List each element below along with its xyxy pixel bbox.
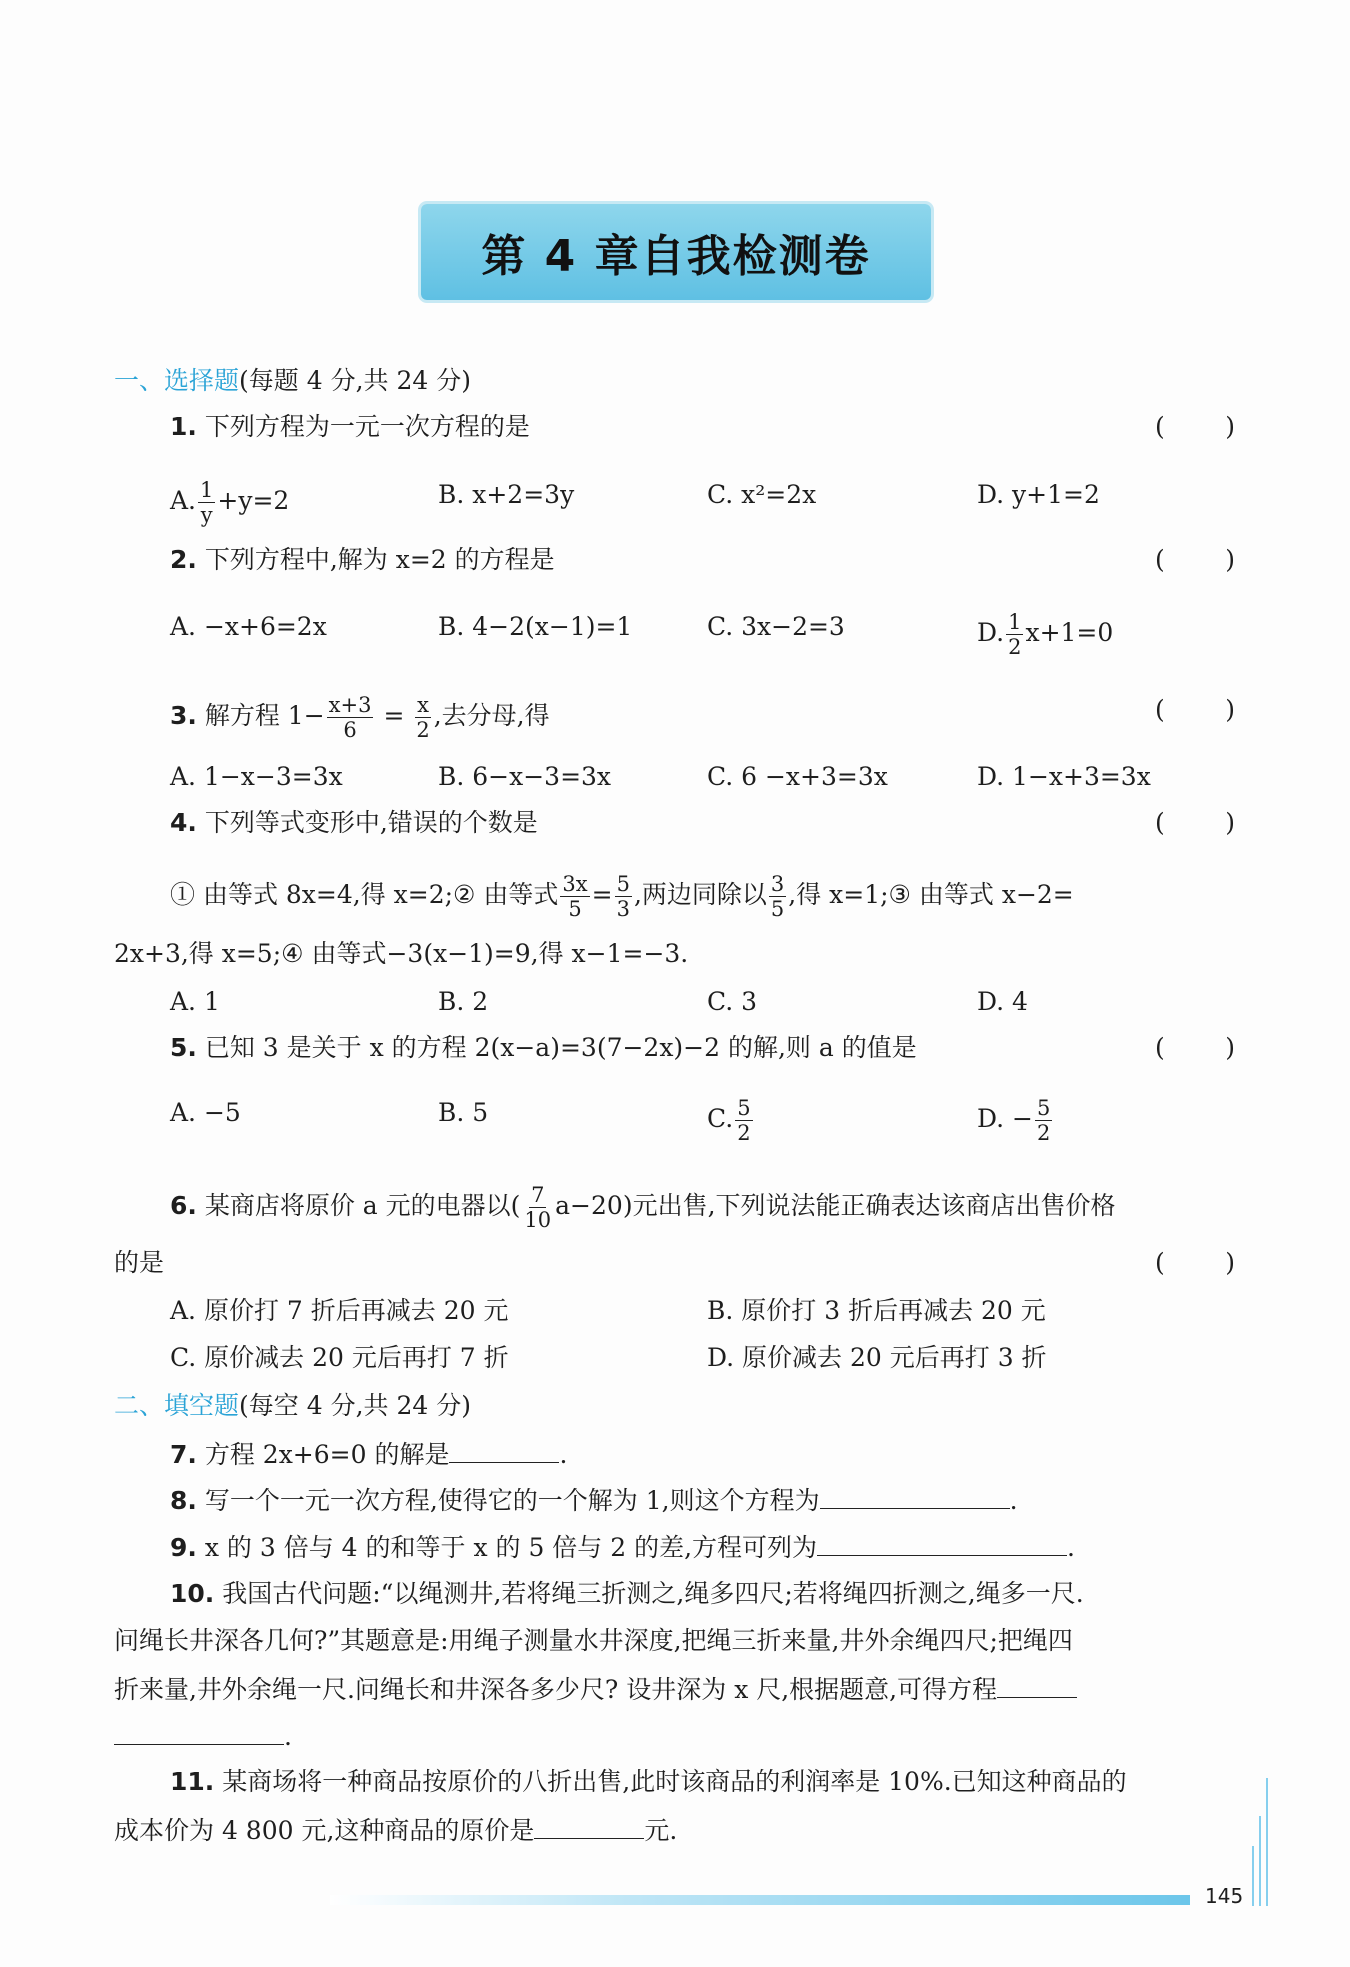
question-1 <box>170 410 530 444</box>
q5-frac-c: $\frac{5}{2}$ <box>737 1096 751 1145</box>
q6-frac: $\frac{7}{10}$ <box>524 1183 552 1232</box>
q2-option-d: D. $\frac{1}{2}$ x+1=0 <box>977 610 1114 659</box>
q4-frac-3: $\frac{3}{5}$ <box>770 872 785 921</box>
q10-answer-blank-2[interactable] <box>114 1718 284 1745</box>
question-9: 9. x 的 3 倍与 4 的和等于 x 的 5 倍与 2 的差,方程可列为 . <box>170 1529 1075 1565</box>
q4-option-b: B. 2 <box>438 987 489 1016</box>
section-1-heading <box>114 364 471 398</box>
q1-option-c: C. x²=2x <box>707 480 817 509</box>
q1-text: 下列方程为一元一次方程的是 <box>204 412 530 441</box>
q3-frac-1: $\frac{x+3}{6}$ <box>328 693 372 742</box>
q6-option-b: B. 原价打 3 折后再减去 20 元 <box>707 1296 1046 1325</box>
q5-frac-d: $\frac{5}{2}$ <box>1037 1096 1051 1145</box>
q3-option-c: C. 6 −x+3=3x <box>707 762 888 791</box>
q5-option-c: C. $\frac{5}{2}$ <box>707 1096 751 1145</box>
q3-option-a: A. 1−x−3=3x <box>170 762 343 791</box>
q10-line-4: . <box>114 1718 292 1754</box>
question-10: 10. 我国古代问题:“以绳测井,若将绳三折测之,绳多四尺;若将绳四折测之,绳多一尺. <box>170 1579 1084 1608</box>
q3-frac-2: $\frac{x}{2}$ <box>416 693 430 742</box>
question-4: 4. 下列等式变形中,错误的个数是 <box>170 808 538 837</box>
q2-answer-paren: ( ) <box>1155 545 1235 574</box>
q10-line-2: 问绳长井深各几何?”其题意是:用绳子测量水井深度,把绳三折来量,井外余绳四尺;把绳四 <box>114 1626 1073 1655</box>
q6-answer-paren: ( ) <box>1155 1248 1235 1277</box>
question-8: 8. 写一个一元一次方程,使得它的一个解为 1,则这个方程为 . <box>170 1482 1018 1518</box>
footer-decoration-lines <box>1250 1778 1280 1906</box>
q5-answer-paren: ( ) <box>1155 1033 1235 1062</box>
q4-answer-paren: ( ) <box>1155 808 1235 837</box>
q6-option-a: A. 原价打 7 折后再减去 20 元 <box>170 1296 509 1325</box>
title-banner <box>421 204 931 300</box>
section-2-label: 二、填空题 <box>114 1391 240 1420</box>
q10-answer-blank-1[interactable] <box>997 1671 1077 1698</box>
question-11: 11. 某商场将一种商品按原价的八折出售,此时该商品的利润率是 10%.已知这种商品的 <box>170 1767 1127 1796</box>
q6-text-line-2: 的是 <box>114 1248 165 1277</box>
q1-option-b: B. x+2=3y <box>438 480 575 509</box>
q5-option-a: A. −5 <box>170 1098 241 1127</box>
q2-option-a: A. −x+6=2x <box>170 612 327 641</box>
q5-option-b: B. 5 <box>438 1098 489 1127</box>
q1-option-a: A. $\frac{1}{y}$ +y=2 <box>170 478 290 527</box>
q4-option-a: A. 1 <box>170 987 220 1016</box>
question-6: 6. 某商店将原价 a 元的电器以( $\frac{7}{10}$ a−20)元出售,下列说法能正确表达该商店出售价格 <box>170 1183 1116 1232</box>
section-2-note: (每空 4 分,共 24 分) <box>239 1391 471 1420</box>
q8-answer-blank[interactable] <box>820 1482 1010 1509</box>
footer-gradient-bar <box>330 1895 1190 1905</box>
section-1-label: 一、选择题 <box>114 366 240 395</box>
q5-option-d: D. − $\frac{5}{2}$ <box>977 1096 1051 1145</box>
section-1-note: (每题 4 分,共 24 分) <box>239 366 471 395</box>
q4-frac-1: $\frac{3x}{5}$ <box>562 872 588 921</box>
page-title: 第 4 章自我检测卷 <box>481 231 871 282</box>
q9-answer-blank[interactable] <box>817 1529 1067 1556</box>
q4-option-d: D. 4 <box>977 987 1028 1016</box>
q1-number: 1. <box>170 412 197 441</box>
q3-answer-paren: ( ) <box>1155 695 1235 724</box>
q2-frac-d: $\frac{1}{2}$ <box>1008 610 1022 659</box>
q1-option-d: D. y+1=2 <box>977 480 1100 509</box>
q2-option-b: B. 4−2(x−1)=1 <box>438 612 633 641</box>
question-7: 7. 方程 2x+6=0 的解是 . <box>170 1436 567 1472</box>
q11-answer-blank[interactable] <box>534 1812 644 1839</box>
q11-line-2: 成本价为 4 800 元,这种商品的原价是 元. <box>114 1812 677 1848</box>
question-2: 2. 下列方程中,解为 x=2 的方程是 <box>170 545 555 574</box>
q1-frac-a: $\frac{1}{y}$ <box>200 478 214 527</box>
q6-option-c: C. 原价减去 20 元后再打 7 折 <box>170 1343 509 1372</box>
q4-statements-line-2: 2x+3,得 x=5;④ 由等式−3(x−1)=9,得 x−1=−3. <box>114 939 689 968</box>
q3-option-d: D. 1−x+3=3x <box>977 762 1151 791</box>
q3-option-b: B. 6−x−3=3x <box>438 762 612 791</box>
question-3: 3. 解方程 1− $\frac{x+3}{6}$ = $\frac{x}{2}$ ,去分母,得 <box>170 693 550 742</box>
question-5: 5. 已知 3 是关于 x 的方程 2(x−a)=3(7−2x)−2 的解,则 a 的值是 <box>170 1033 917 1062</box>
q4-option-c: C. 3 <box>707 987 758 1016</box>
q4-frac-2: $\frac{5}{3}$ <box>616 872 630 921</box>
q10-line-3: 折来量,井外余绳一尺.问绳长和井深各多少尺? 设井深为 x 尺,根据题意,可得方程 <box>114 1671 1077 1707</box>
page-number: 145 <box>1205 1884 1244 1908</box>
section-2-heading <box>114 1389 471 1423</box>
q2-text: 下列方程中,解为 x=2 的方程是 <box>204 545 555 574</box>
q1-answer-paren: ( ) <box>1155 412 1235 441</box>
q4-statements-line-1: ① 由等式 8x=4,得 x=2;② 由等式 $\frac{3x}{5}$ = $\frac{5}{3}$ ,两边同除以 $\frac{3}{5}$ ,得 x=1;③ 由等式 x−2= <box>170 872 1074 921</box>
q2-option-c: C. 3x−2=3 <box>707 612 845 641</box>
q6-option-d: D. 原价减去 20 元后再打 3 折 <box>707 1343 1047 1372</box>
q7-answer-blank[interactable] <box>449 1436 559 1463</box>
